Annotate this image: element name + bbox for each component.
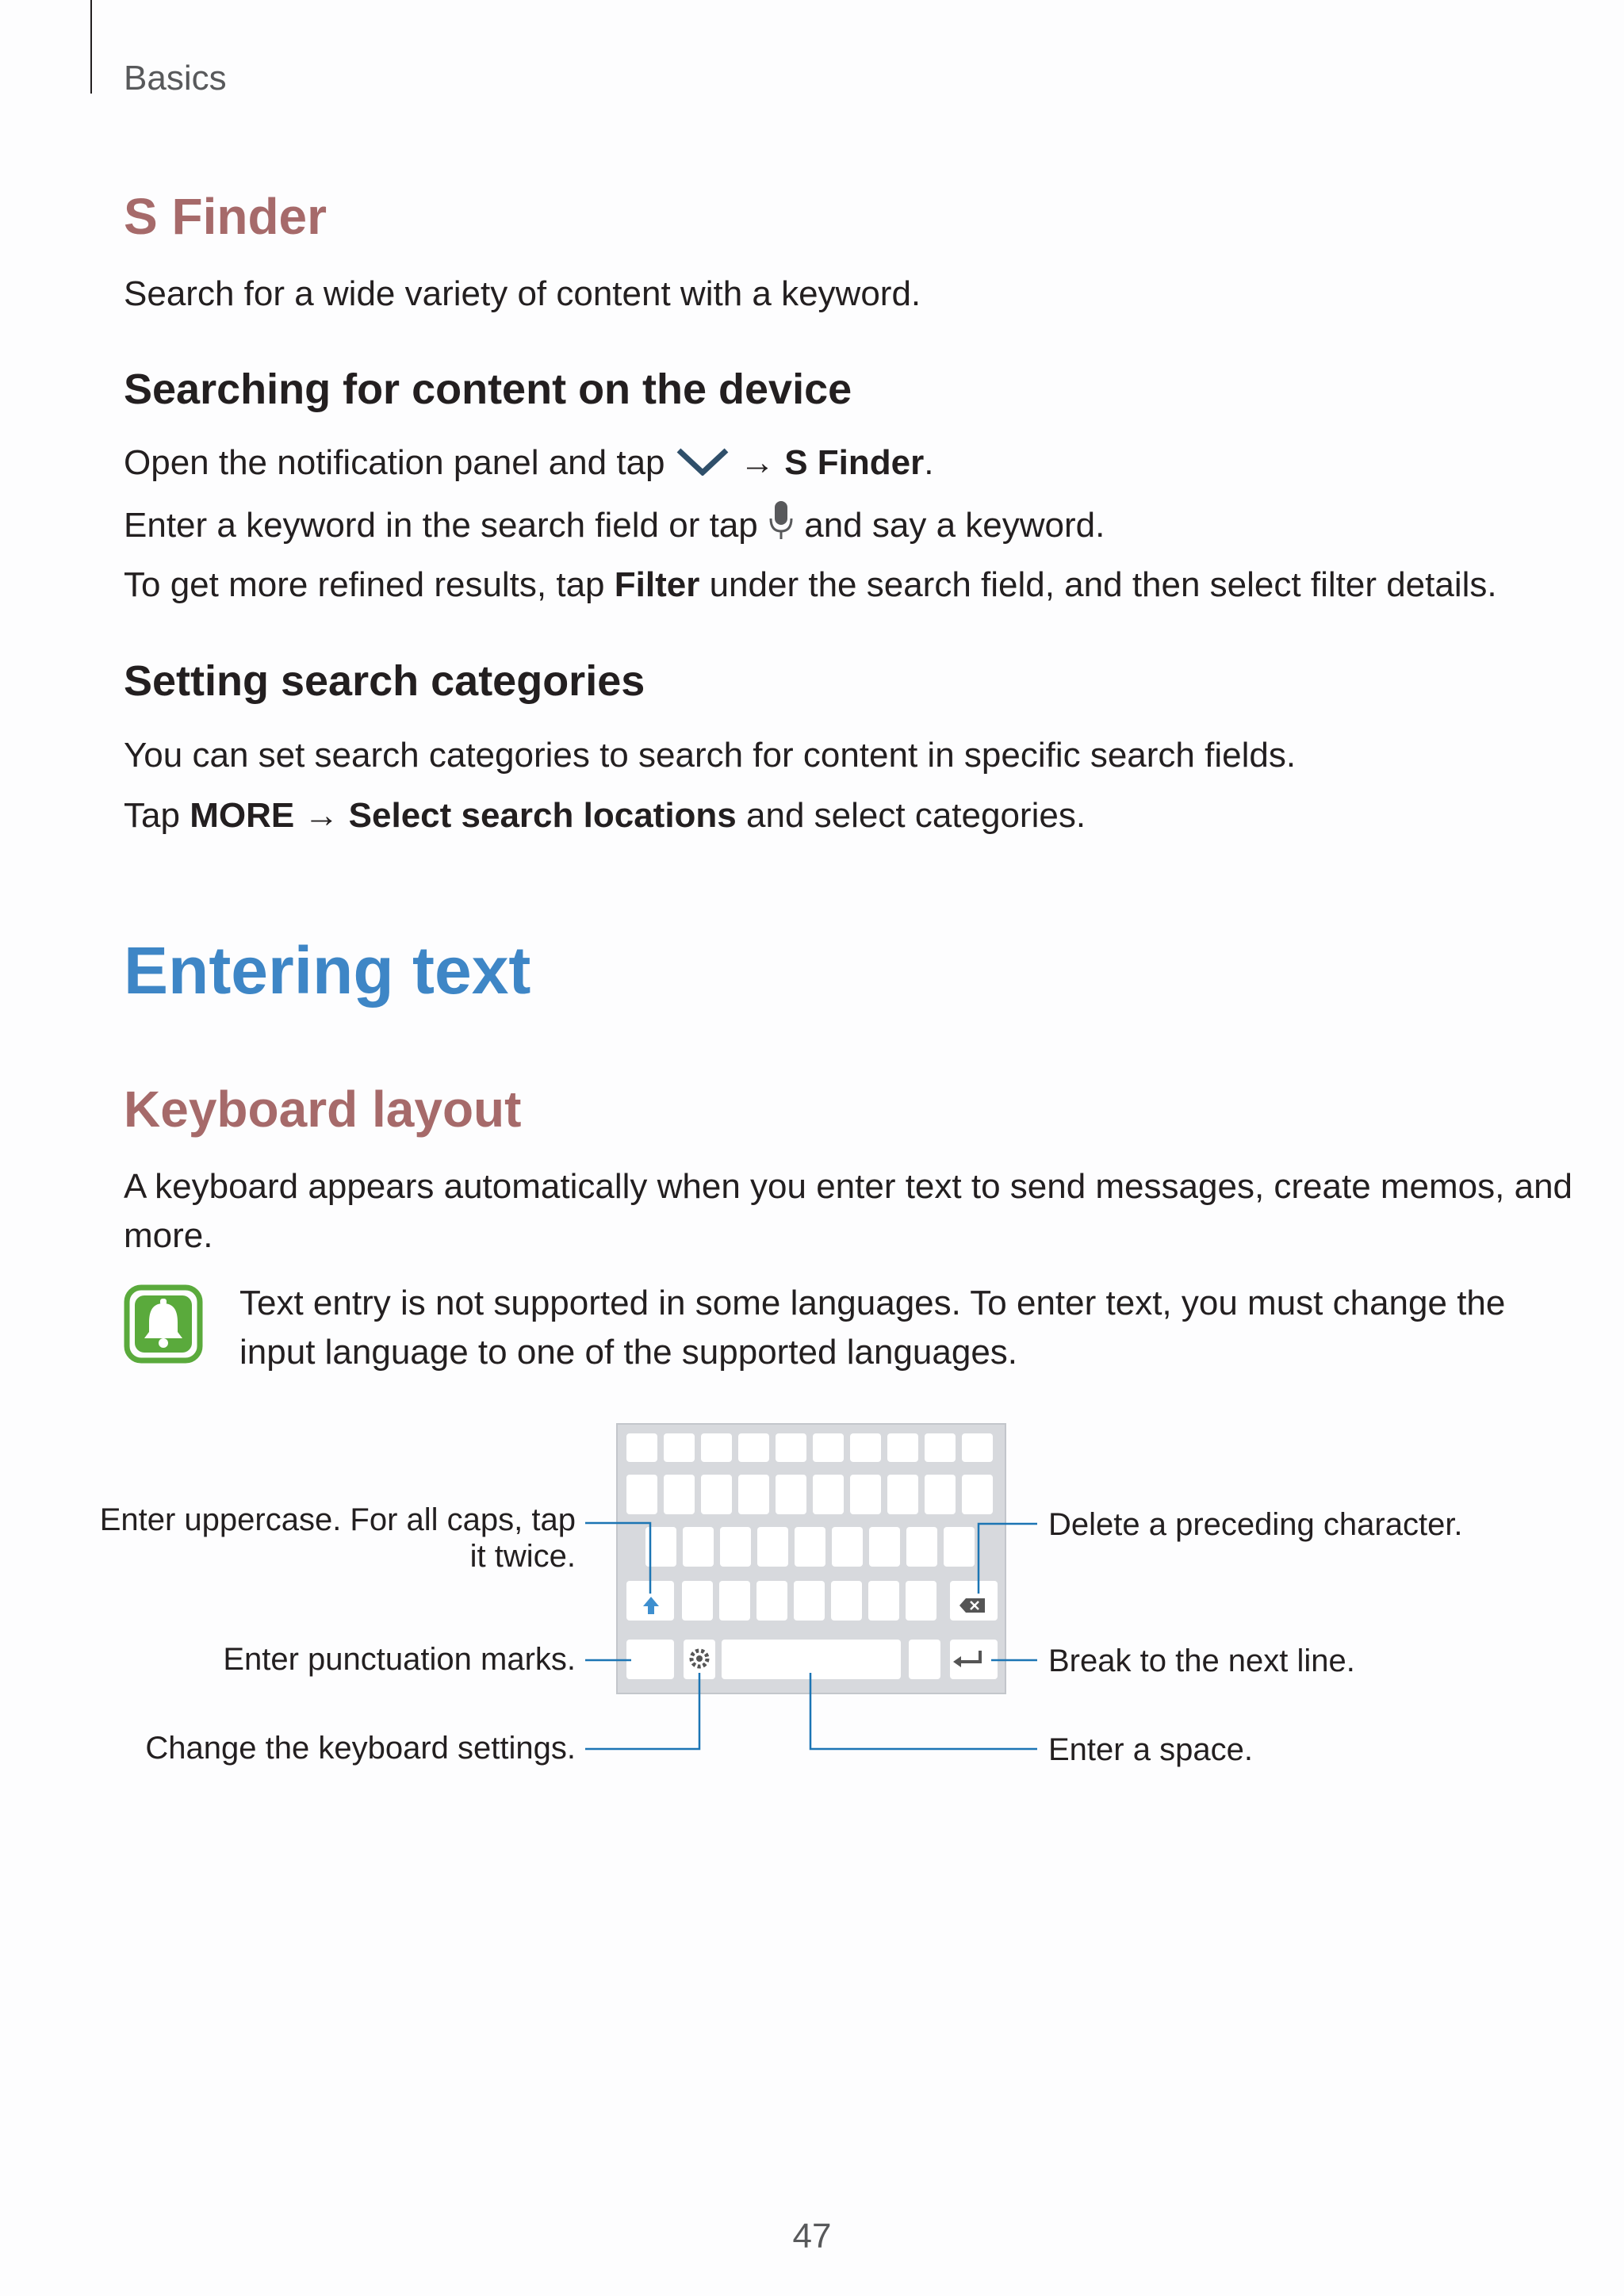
searching-step-3-filter: Filter [614,565,700,604]
key-letter [906,1581,936,1621]
microphone-icon [768,499,795,556]
key-number [962,1433,993,1462]
note-line-1: Text entry is not supported in some languages. To enter text, you must change the [239,1284,1506,1322]
searching-step-2-suffix: and say a keyword. [804,506,1105,545]
callout-next-line: Break to the next line. [1048,1644,1355,1678]
section-title-keyboard-layout: Keyboard layout [124,1081,522,1138]
categories-line-2 [124,791,1086,840]
searching-step-1-prefix: Open the notification panel and tap [124,443,665,482]
key-letter [887,1475,918,1514]
key-number [850,1433,881,1462]
key-letter [831,1581,862,1621]
key-punctuation [626,1640,674,1679]
searching-step-3-suffix: under the search field, and then select filter details. [709,565,1497,604]
key-letter [906,1527,937,1567]
searching-step-2 [124,499,1105,556]
key-letter [776,1475,806,1514]
keyboard-diagram [0,1411,1624,1776]
callout-uppercase-line-2: it twice. [469,1539,576,1574]
chevron-down-icon [675,440,730,489]
note-line-2: input language to one of the supported languages. [239,1333,1018,1372]
categories-line-1: You can set search categories to search for content in specific search fields. [124,736,1297,775]
keyboard-intro-line-2: more. [124,1216,213,1255]
key-letter [756,1581,787,1621]
key-number [738,1433,769,1462]
searching-step-1-arrow: → [739,443,775,482]
callout-uppercase-line-1: Enter uppercase. For all caps, tap [99,1502,576,1537]
key-letter [683,1527,714,1567]
key-letter [813,1475,844,1514]
searching-step-3-prefix: To get more refined results, tap [124,565,605,604]
categories-arrow: → [304,796,339,835]
key-letter [794,1581,825,1621]
running-title: Basics [124,59,227,98]
key-letter [757,1527,788,1567]
chapter-title-entering-text: Entering text [124,933,531,1008]
callout-punctuation: Enter punctuation marks. [223,1642,576,1677]
searching-step-1-target: S Finder [784,443,925,482]
section-title-s-finder: S Finder [124,188,327,245]
key-letter [719,1581,750,1621]
key-letter [795,1527,825,1567]
searching-step-2-prefix: Enter a keyword in the search field or tap [124,506,758,545]
key-period [909,1640,940,1679]
page-number: 47 [792,2217,832,2256]
key-letter [626,1475,657,1514]
s-finder-intro: Search for a wide variety of content with a keyword. [124,274,921,313]
key-letter [868,1581,899,1621]
categories-line-2-prefix: Tap [124,796,180,835]
keyboard-intro-line-1: A keyboard appears automatically when you enter text to send messages, create memos, and [124,1167,1573,1206]
searching-step-1-suffix: . [924,443,934,482]
subheading-searching: Searching for content on the device [124,365,852,413]
searching-step-3 [124,561,1497,610]
key-number [925,1433,956,1462]
key-letter [682,1581,713,1621]
categories-line-2-suffix: and select categories. [746,796,1086,835]
callout-settings: Change the keyboard settings. [145,1731,576,1766]
key-number [664,1433,695,1462]
key-letter [832,1527,863,1567]
key-letter [738,1475,769,1514]
key-number [701,1433,732,1462]
key-letter [925,1475,956,1514]
searching-step-1 [124,438,933,489]
key-letter [664,1475,695,1514]
header-rule [90,0,92,94]
key-number [813,1433,844,1462]
key-number [887,1433,918,1462]
key-number [626,1433,657,1462]
callout-space: Enter a space. [1048,1732,1253,1767]
callout-uppercase [100,1502,576,1575]
key-letter [701,1475,732,1514]
key-letter [869,1527,900,1567]
key-letter [944,1527,975,1567]
key-letter [962,1475,993,1514]
categories-more: MORE [190,796,295,835]
note-bell-icon [124,1284,203,1364]
key-number [776,1433,806,1462]
key-letter [720,1527,751,1567]
categories-select-locations: Select search locations [348,796,737,835]
subheading-categories: Setting search categories [124,657,645,705]
key-letter [850,1475,881,1514]
callout-delete: Delete a preceding character. [1048,1507,1463,1542]
